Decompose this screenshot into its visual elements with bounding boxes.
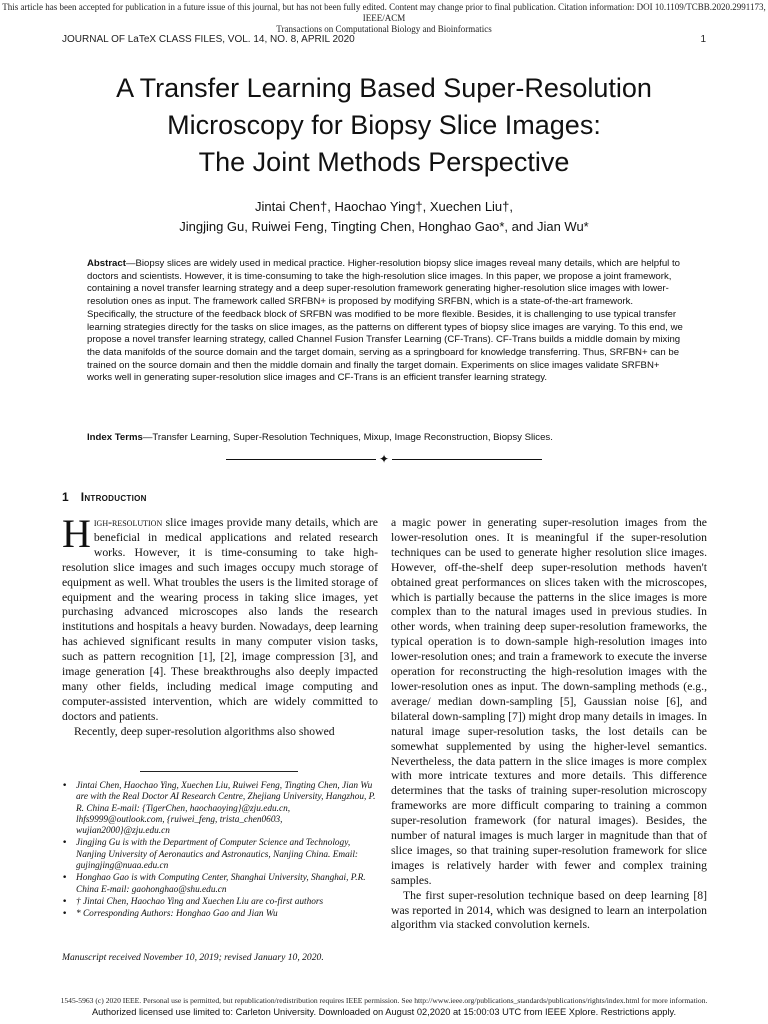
publication-notice-line1: This article has been accepted for publication in a future issue of this journal, but has not been fully edited. Content may change prior to final publication. Citation information: DOI 10.1109/TCBB.2020.2991173, IEEE/ACM	[2, 2, 766, 23]
affiliation-footnotes	[62, 781, 378, 922]
journal-name: JOURNAL OF LaTeX CLASS FILES, VOL. 14, NO. 8, APRIL 2020	[62, 34, 355, 45]
right-column	[391, 516, 707, 933]
title-line2: Microscopy for Biopsy Slice Images:	[167, 110, 601, 140]
author-list	[40, 197, 728, 237]
intro-paragraph-1-text: slice images provide many details, which are beneficial in medical applications and related research works. However, it is time-consuming to take high-resolution slice images and such images occupy much storage of equipment as well. What troubles the users is the limited storage of equipment and the wearing process in taking slice images, yet purchasing advanced microscopes also lands the research institutions and hospitals a heavy burden. Nowadays, deep learning has achieved significant results in many computer vision tasks, such as pattern recognition [1], [2], image compression [3], and image generation [4]. These breakthroughs also deeply impacted many other fields, including medical image computing and computer-assisted intervention, which are widely committed to doctors and patients.	[62, 516, 378, 723]
right-paragraph-2: The first super-resolution technique based on deep learning [8] was reported in 2014, which was designed to learn an interpolation algorithm via stacked convolution kernels.	[391, 888, 707, 932]
abstract	[87, 258, 685, 385]
section-title: Introduction	[80, 490, 147, 504]
publication-notice	[0, 2, 768, 35]
footnote-item: • Jintai Chen, Haochao Ying, Xuechen Liu, Ruiwei Feng, Tingting Chen, Jian Wu are with the Real Doctor AI Research Centre, Zhejiang University, Hangzhou, P. R. China E-mail: {TigerChen, haochaoying}@zju.edu.cn, lhfs9999@outlook.com, {ruiwei_feng, trista_chen0603, wujian2000}@zju.edu.cn	[62, 781, 378, 837]
copyright-notice: 1545-5963 (c) 2020 IEEE. Personal use is permitted, but republication/redistribution requires IEEE permission. See http://www.ieee.org/publications_standards/publications/rights/index.html for more information.	[60, 996, 708, 1005]
drop-cap: H	[62, 511, 91, 556]
section-number: 1	[62, 490, 69, 504]
footnote-item: • Jingjing Gu is with the Department of Computer Science and Technology, Nanjing University of Aeronautics and Astronautics, Nanjing China. Email: gujingjing@nuaa.edu.cn	[62, 838, 378, 872]
paper-title	[40, 70, 728, 181]
index-terms-text: —Transfer Learning, Super-Resolution Techniques, Mixup, Image Reconstruction, Biopsy Slices.	[142, 432, 553, 443]
intro-paragraph-2: Recently, deep super-resolution algorithms also showed	[74, 724, 335, 738]
authors-line1: Jintai Chen†, Haochao Ying†, Xuechen Liu†,	[254, 199, 514, 214]
intro-paragraph-1	[62, 511, 378, 725]
running-head	[62, 34, 706, 48]
abstract-text: —Biopsy slices are widely used in medical practice. Higher-resolution biopsy slice images reveal many details, which are helpful to doctors and scientists. However, it is time-consuming to take the high-resolution slice images. In this paper, we propose a joint framework, containing a novel transfer learning strategy and a deep super-resolution framework generating higher-resolution slice images with lower-resolution ones as input. The framework called SRFBN+ is proposed by modifying SRFBN, which is a state-of-the-art framework. Specifically, the structure of the feedback block of SRFBN was modified to be more flexible. Besides, it is challenging to use typical transfer learning strategies directly for the tasks on slice images, as the patterns on different types of biopsy slice images are varying. To this end, we propose a novel transfer learning strategy, called Channel Fusion Transfer Learning (CF-Trans). CF-Trans builds a middle domain by mixing the data manifolds of the source domain and the target domain, serving as a springboard for knowledge transferring. Thus, SRFBN+ can be trained on the source domain and then the middle domain and finally the target domain. Experiments on slice images validate SRFBN+ works well in generating super-resolution slice images and CF-Trans is an efficient transfer learning strategy.	[87, 258, 683, 384]
index-terms-label: Index Terms	[87, 432, 143, 443]
footnote-item: • † Jintai Chen, Haochao Ying and Xuechen Liu are co-first authors	[62, 897, 378, 908]
section-heading	[62, 490, 147, 504]
license-notice: Authorized licensed use limited to: Carleton University. Downloaded on August 02,2020 at 15:00:03 UTC from IEEE Xplore. Restrictions apply.	[91, 1007, 677, 1017]
lead-words: igh-resolution	[93, 516, 163, 529]
footnote-item: • Honghao Gao is with Computing Center, Shanghai University, Shanghai, P.R. China E-mail: gaohonghao@shu.edu.cn	[62, 873, 378, 896]
manuscript-dates: Manuscript received November 10, 2019; revised January 10, 2020.	[62, 952, 324, 963]
index-terms	[87, 432, 685, 444]
footnote-item: • * Corresponding Authors: Honghao Gao and Jian Wu	[62, 909, 378, 920]
footnote-rule	[140, 771, 298, 772]
abstract-label: Abstract	[87, 258, 126, 269]
title-line1: A Transfer Learning Based Super-Resolution	[116, 73, 652, 103]
publication-notice-line2: Transactions on Computational Biology and Bioinformatics	[276, 24, 492, 34]
left-column	[62, 511, 378, 740]
right-paragraph-1: a magic power in generating super-resolution images from the lower-resolution ones. It is meaningful if the super-resolution techniques can be used to generate higher resolution slice images. However, off-the-shelf deep super-resolution methods haven't obtained great performances on slices taken with the microscopes, which is partially because the patterns in the slice images is more complex than to the natural images used in previous studies. In other words, when training deep super-resolution frameworks, the typical operation is to down-sample high-resolution images into lower-resolution ones; and train a framework to execute the inverse operation for reconstructing the high-resolution images with the lower-resolution ones as input. The down-sampling methods (e.g., average/ median down-sampling [5], Gaussian noise [6], and bilateral down-sampling [7]) might drop many details in images. In natural image super-resolution tasks, the lost details can be somewhat supplemented by using the higher-level semantics. Nevertheless, the data pattern in the slice images is more complex with more intricate textures and more details. This difference determines that the tasks of training super-resolution microscopy frameworks are more difficult comparing to training a common super-resolution framework (for natural images). Besides, the number of natural images is much larger in magnitude than that of slice images, so that training super-resolution framework for slice images is relatively harder with fewer and complex training samples.	[391, 516, 707, 887]
page-number: 1	[700, 34, 706, 45]
authors-line2: Jingjing Gu, Ruiwei Feng, Tingting Chen, Honghao Gao*, and Jian Wu*	[179, 219, 589, 234]
diamond-ornament-icon: ✦	[376, 451, 392, 467]
title-line3: The Joint Methods Perspective	[198, 147, 570, 177]
